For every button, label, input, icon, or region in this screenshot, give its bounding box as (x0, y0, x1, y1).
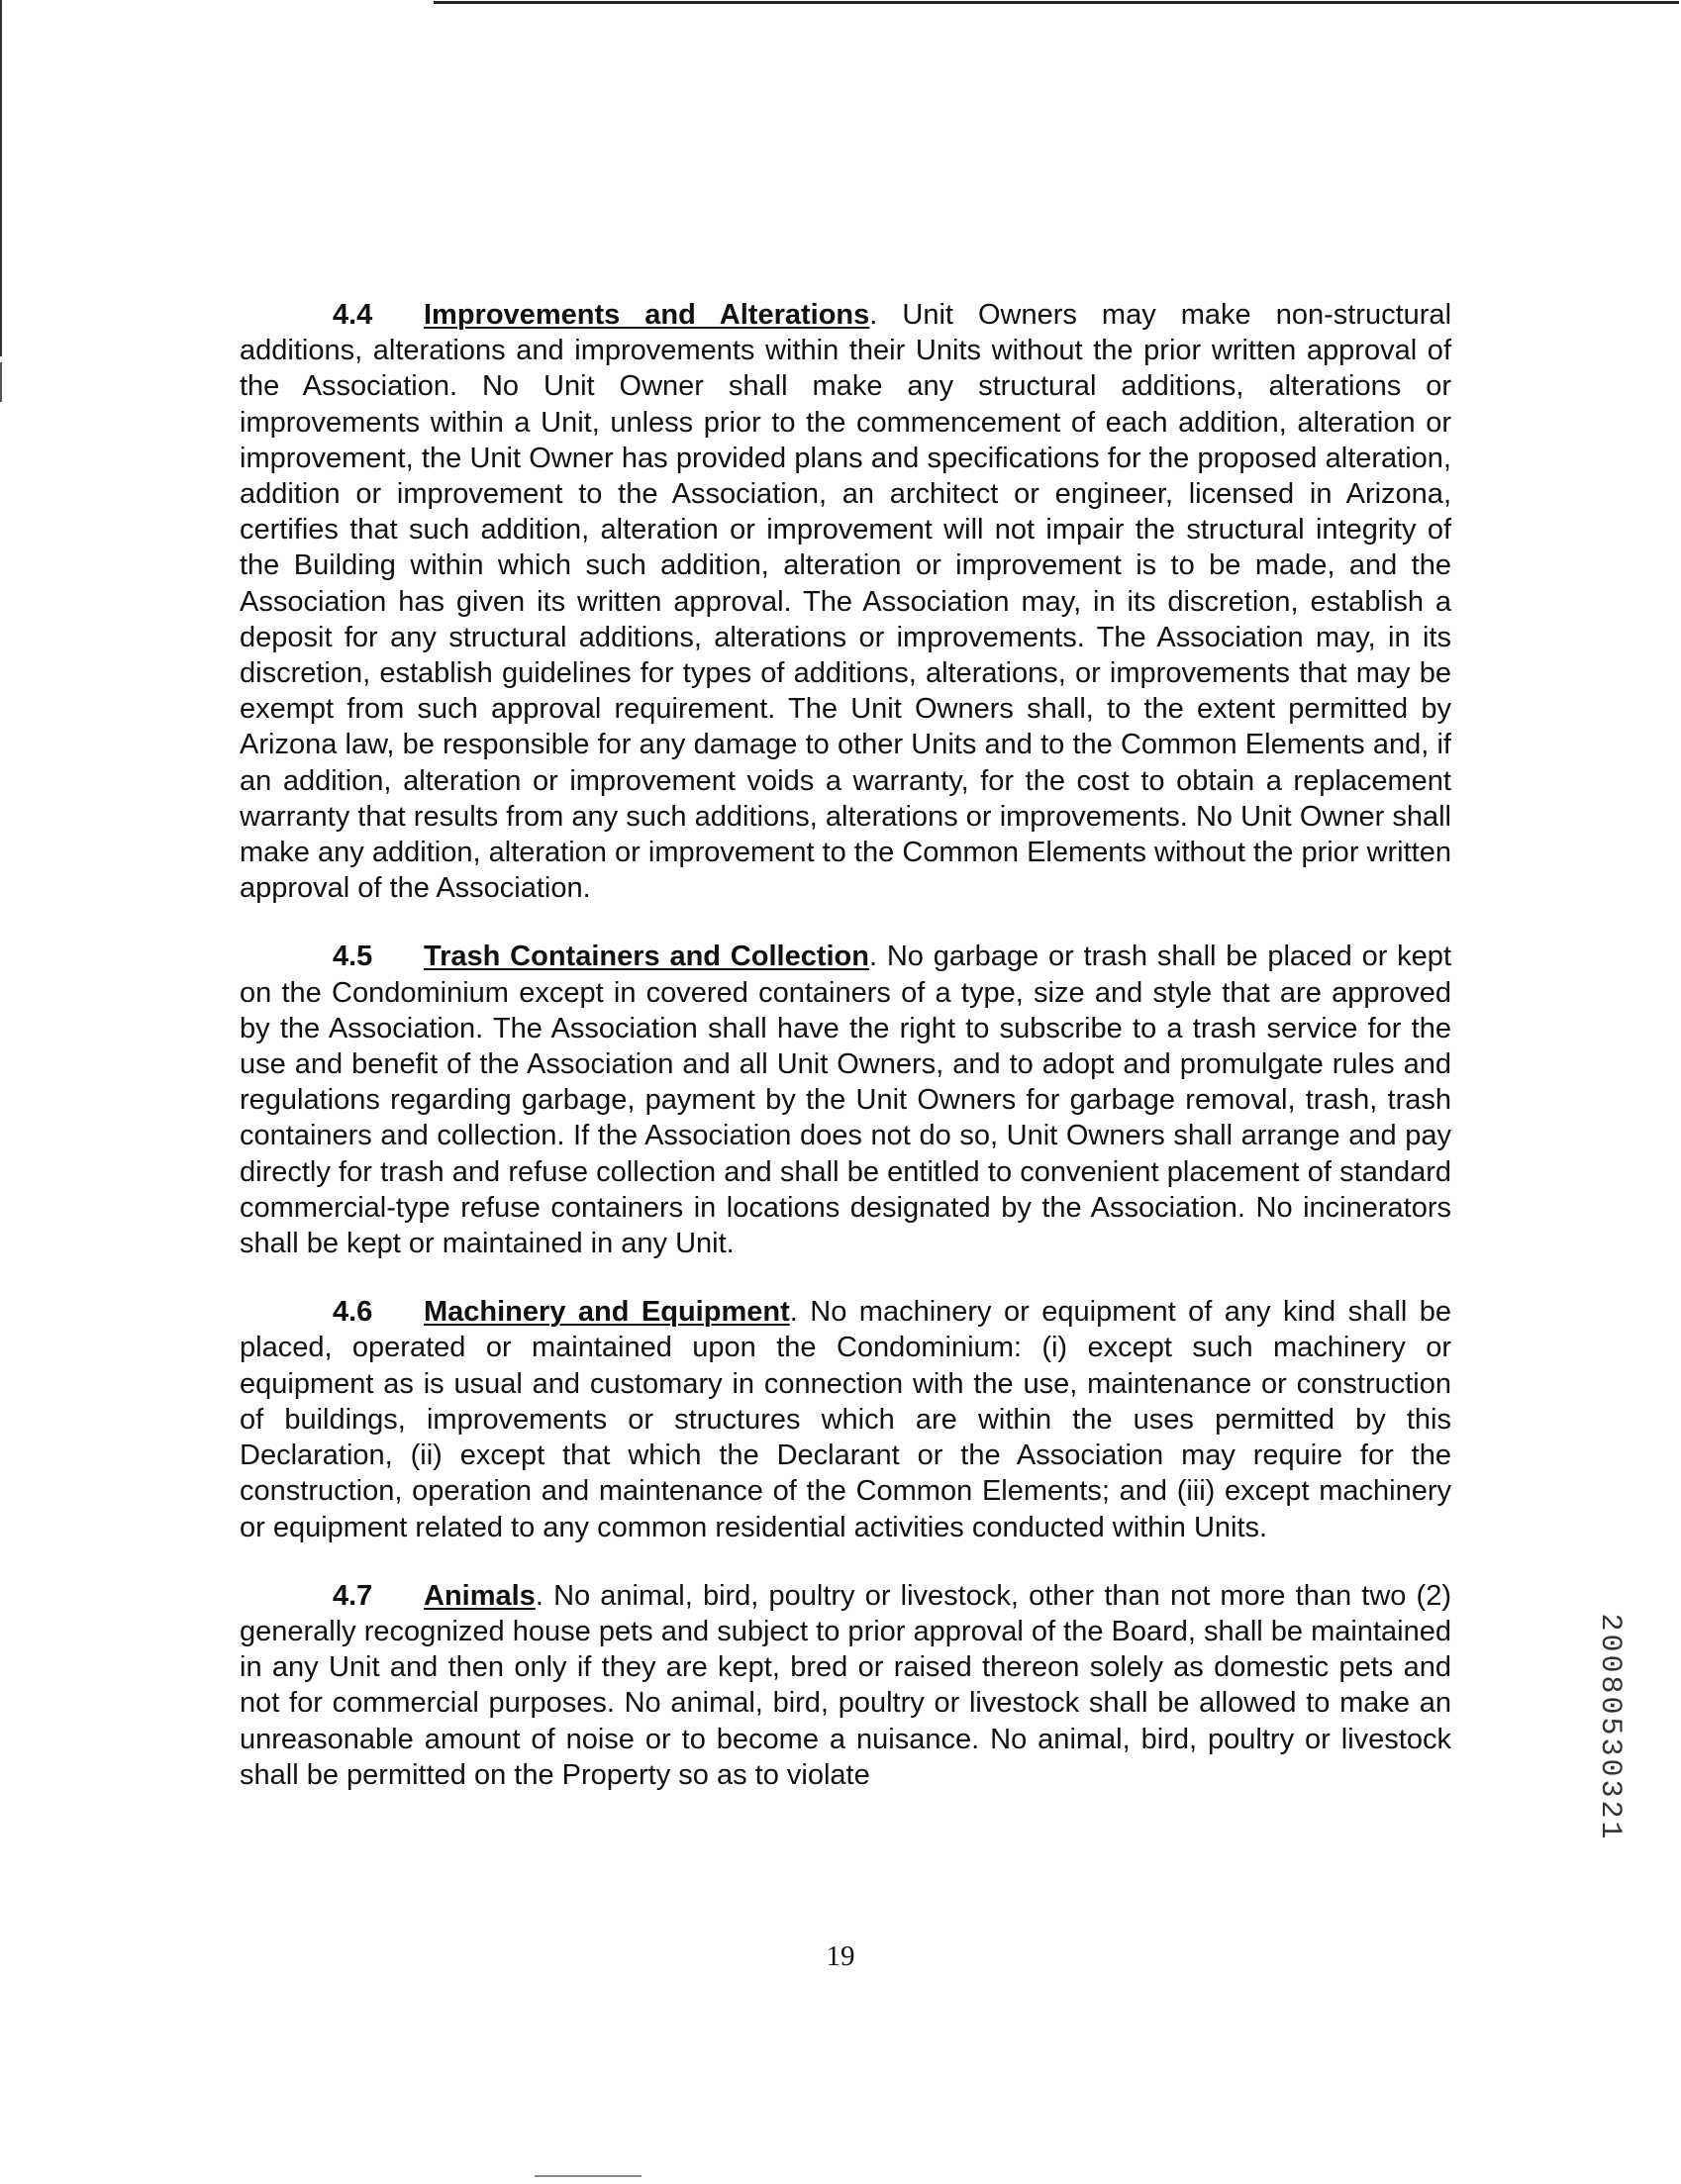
section-4-5: 4.5 Trash Containers and Collection. No garbage or trash shall be placed or kept on the Condominium except in covered containers of a type, size and style that are approved by the Association. The Association shall have the right to subscribe to a trash service for the use and benefit of the Association and all Unit Owners, and to adopt and promulgate rules and regulations regarding garbage, payment by the Unit Owners for garbage removal, trash, trash containers and collection. If the Association does not do so, Unit Owners shall arrange and pay directly for trash and refuse collection and shall be entitled to convenient placement of standard commercial-type refuse containers in locations designated by the Association. No incinerators shall be kept or maintained in any Unit. (240, 941, 1451, 1260)
section-number: 4.4 (333, 299, 373, 331)
scan-edge-top (434, 1, 1679, 4)
recording-number: 20080530321 (1593, 1613, 1627, 1842)
recording-stamp (1590, 1589, 1630, 1866)
document-body (240, 297, 1451, 1826)
section-4-6: 4.6 Machinery and Equipment. No machinery or equipment of any kind shall be placed, operated or maintained upon the Condominium: (i) except such machinery or equipment as is usual and customary in connection with the use, maintenance or construction of buildings, improvements or structures which are within the uses permitted by this Declaration, (ii) except that which the Declarant or the Association may require for the construction, operation and maintenance of the Common Elements; and (iii) except machinery or equipment related to any common residential activities conducted within Units. (240, 1296, 1451, 1543)
section-body: Unit Owners may make non-structural additions, alterations and improvements within their Units without the prior written approval of the Association. No Unit Owner shall make any structural additions, alterations or improvements within a Unit, unless prior to the commencement of each addition, alteration or improvement, the Unit Owner has provided plans and specifications for the proposed alteration, addition or improvement to the Association, an architect or engineer, licensed in Arizona, certifies that such addition, alteration or improvement will not impair the structural integrity of the Building within which such addition, alteration or improvement is to be made, and the Association has given its written approval. The Association may, in its discretion, establish a deposit for any structural additions, alterations or improvements. The Association may, in its discretion, establish guidelines for types of additions, alterations, or improvements that may be exempt from such approval requirement. The Unit Owners shall, to the extent permitted by Arizona law, be responsible for any damage to other Units and to the Common Elements and, if an addition, alteration or improvement voids a warranty, for the cost to obtain a replacement warranty that results from any such additions, alterations or improvements. No Unit Owner shall make any addition, alteration or improvement to the Common Elements without the prior written approval of the Association. (240, 299, 1452, 905)
section-body: No garbage or trash shall be placed or kept on the Condominium except in covered containers of a type, size and style that are approved by the Association. The Association shall have the right to subscribe to a trash service for the use and benefit of the Association and all Unit Owners, and to adopt and promulgate rules and regulations regarding garbage, payment by the Unit Owners for garbage removal, trash, trash containers and collection. If the Association does not do so, Unit Owners shall arrange and pay directly for trash and refuse collection and shall be entitled to convenient placement of standard commercial-type refuse containers in locations designated by the Association. No incinerators shall be kept or maintained in any Unit. (240, 941, 1451, 1260)
section-body: No animal, bird, poultry or livestock, other than not more than two (2) generally recognized house pets and subject to prior approval of the Board, shall be maintained in any Unit and then only if they are kept, bred or raised thereon solely as domestic pets and not for commercial purposes. No animal, bird, poultry or livestock shall be allowed to make an unreasonable amount of noise or to become a nuisance. No animal, bird, poultry or livestock shall be permitted on the Property so as to violate (240, 1579, 1451, 1791)
section-4-7: 4.7 Animals. No animal, bird, poultry or livestock, other than not more than two (2) generally recognized house pets and subject to prior approval of the Board, shall be maintained in any Unit and then only if they are kept, bred or raised thereon solely as domestic pets and not for commercial purposes. No animal, bird, poultry or livestock shall be allowed to make an unreasonable amount of noise or to become a nuisance. No animal, bird, poultry or livestock shall be permitted on the Property so as to violate (240, 1579, 1451, 1791)
page-number: 19 (826, 1940, 855, 1972)
scan-edge-left-fragment (0, 362, 2, 402)
section-body: No machinery or equipment of any kind shall be placed, operated or maintained upon the Condominium: (i) except such machinery or equipment as is usual and customary in connection with the use, maintenance or construction of buildings, improvements or structures which are within the uses permitted by this Declaration, (ii) except that which the Declarant or the Association may require for the construction, operation and maintenance of the Common Elements; and (iii) except machinery or equipment related to any common residential activities conducted within Units. (240, 1296, 1451, 1543)
section-number: 4.7 (333, 1579, 373, 1612)
scan-edge-left (0, 0, 2, 356)
section-number: 4.6 (333, 1296, 373, 1329)
section-number: 4.5 (333, 941, 373, 973)
section-heading: Machinery and Equipment (424, 1296, 790, 1329)
section-heading: Animals (424, 1579, 536, 1612)
section-4-4: 4.4 Improvements and Alterations. Unit Owners may make non-structural additions, alterations and improvements within their Units without the prior written approval of the Association. No Unit Owner shall make any structural additions, alterations or improvements within a Unit, unless prior to the commencement of each addition, alteration or improvement, the Unit Owner has provided plans and specifications for the proposed alteration, addition or improvement to the Association, an architect or engineer, licensed in Arizona, certifies that such addition, alteration or improvement will not impair the structural integrity of the Building within which such addition, alteration or improvement is to be made, and the Association has given its written approval. The Association may, in its discretion, establish a deposit for any structural additions, alterations or improvements. The Association may, in its discretion, establish guidelines for types of additions, alterations, or improvements that may be exempt from such approval requirement. The Unit Owners shall, to the extent permitted by Arizona law, be responsible for any damage to other Units and to the Common Elements and, if an addition, alteration or improvement voids a warranty, for the cost to obtain a replacement warranty that results from any such additions, alterations or improvements. No Unit Owner shall make any addition, alteration or improvement to the Common Elements without the prior written approval of the Association. (240, 299, 1452, 905)
scan-edge-bottom (535, 2175, 642, 2177)
section-heading: Trash Containers and Collection (424, 941, 869, 973)
section-heading: Improvements and Alterations (424, 299, 870, 331)
